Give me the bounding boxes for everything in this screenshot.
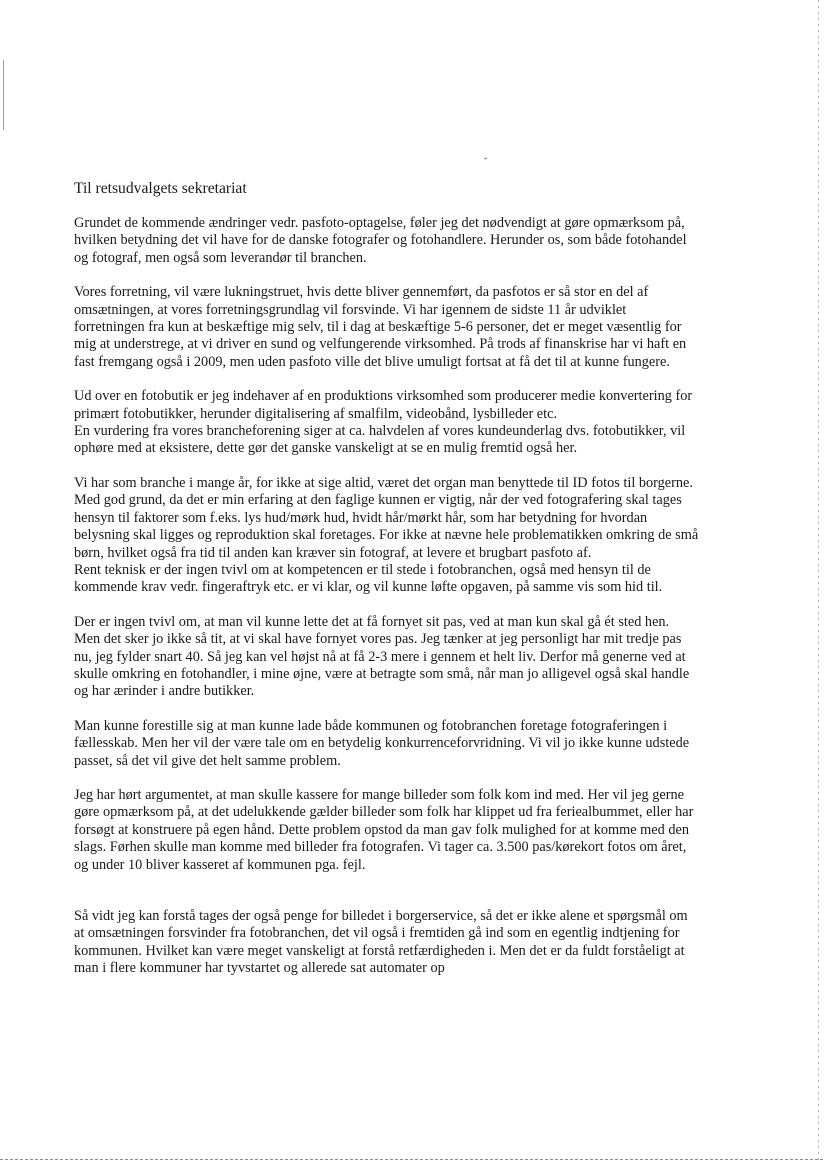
text-line: fællesskab. Men her vil der være tale om en betydelig konkurrenceforvridning. Vi vil jo ikke kunne udstede bbox=[74, 735, 690, 752]
text-line: En vurdering fra vores brancheforening siger at ca. halvdelen af vores kundeunderlag dvs. fotobutikker, vil bbox=[74, 423, 686, 440]
text-line: mig at understrege, at vi driver en sund og velfungerende virksomhed. På trods af finanskrise har vi haft en bbox=[74, 336, 687, 353]
text-line: passet, så det vil give det helt samme problem. bbox=[74, 752, 341, 769]
text-line: Grundet de kommende ændringer vedr. pasfoto-optagelse, føler jeg det nødvendigt at gøre opmærksom på, bbox=[74, 215, 685, 231]
paragraph-4 bbox=[74, 475, 744, 597]
scan-speck bbox=[484, 157, 487, 159]
scan-edge-bottom bbox=[0, 1159, 825, 1160]
text-line: fast fremgang også i 2009, men uden pasfoto ville det blive umuligt fortsat at få det til at kunne fungere. bbox=[74, 353, 670, 370]
paragraph-gap bbox=[74, 874, 744, 908]
text-line: og under 10 bliver kasseret af kommunen pga. fejl. bbox=[74, 856, 366, 873]
text-line: Vi har som branche i mange år, for ikke at sige altid, været det organ man benyttede til ID fotos til borgerne. bbox=[74, 474, 693, 491]
text-line: man i flere kommuner har tyvstartet og allerede sat automater op bbox=[74, 960, 445, 977]
text-line: Med god grund, da det er min erfaring at den faglige kunnen er vigtig, når der ved fotografering skal tages bbox=[74, 492, 682, 509]
text-line: og fotograf, men også som leverandør til branchen. bbox=[74, 249, 367, 266]
scan-edge-right bbox=[818, 0, 819, 1160]
paragraph-7 bbox=[74, 787, 744, 874]
paragraph-6 bbox=[74, 718, 744, 770]
text-line: gøre opmærksom på, at det udelukkende gælder billeder som folk har klippet ud fra feriealbummet, eller har bbox=[74, 804, 694, 821]
paragraph-5 bbox=[74, 614, 744, 701]
text-line: Man kunne forestille sig at man kunne lade både kommunen og fotobranchen foretage fotograferingen i bbox=[74, 717, 668, 734]
text-line: Jeg har hørt argumentet, at man skulle kassere for mange billeder som folk kom ind med. Her vil jeg gerne bbox=[74, 786, 684, 803]
text-line: Men det sker jo ikke så tit, at vi skal have fornyet vores pas. Jeg tænker at jeg personligt har mit tredje pas bbox=[74, 631, 682, 648]
paragraph-gap bbox=[74, 597, 744, 614]
text-line: forsøgt at konstruere på egen hånd. Dette problem opstod da man gav folk mulighed for at komme med den bbox=[74, 821, 689, 838]
paragraph-gap bbox=[74, 267, 744, 284]
text-line: Rent teknisk er der ingen tvivl om at kompetencen er til stede i fotobranchen, også med hensyn til de bbox=[74, 561, 651, 578]
scan-edge-left bbox=[3, 60, 4, 130]
paragraph-gap bbox=[74, 701, 744, 718]
paragraph-2 bbox=[74, 284, 744, 371]
text-line: Så vidt jeg kan forstå tages der også penge for billedet i borgerservice, så det er ikke alene et spørgsmål om bbox=[74, 908, 688, 924]
paragraph-8 bbox=[74, 908, 744, 978]
text-line: kommende krav vedr. fingeraftryk etc. er vi klar, og vil kunne løfte opgaven, på samme vis som hid til. bbox=[74, 579, 663, 596]
paragraph-gap bbox=[74, 458, 744, 475]
text-line: skulle omkring en fotohandler, i mine øjne, være at betragte som små, når man jo alligevel også skal handle bbox=[74, 665, 690, 682]
paragraph-gap bbox=[74, 371, 744, 388]
text-line: Der er ingen tvivl om, at man vil kunne lette det at få fornyet sit pas, ved at man kun skal gå ét sted hen. bbox=[74, 613, 670, 630]
text-line: Vores forretning, vil være lukningstruet, hvis dette bliver gennemført, da pasfotos er så stor en del af bbox=[74, 284, 649, 301]
text-line: forretningen fra kun at beskæftige mig selv, til i dag at beskæftige 5-6 personer, det er meget væsentlig for bbox=[74, 319, 682, 336]
paragraph-gap bbox=[74, 770, 744, 787]
text-line: Ud over en fotobutik er jeg indehaver af en produktions virksomhed som producerer medie konvertering for bbox=[74, 388, 693, 405]
text-line: hvilken betydning det vil have for de danske fotografer og fotohandlere. Herunder os, som både fotohandel bbox=[74, 232, 687, 249]
text-line: kommunen. Hvilket kan være meget vanskeligt at forstå retfærdigheden i. Men det er da fuldt forståeligt at bbox=[74, 942, 685, 959]
text-line: omsætningen, at vores forretningsgrundlag vil forsvinde. Vi har igennem de sidste 11 år udviklet bbox=[74, 301, 627, 318]
paragraph-3 bbox=[74, 388, 744, 458]
text-line: at omsætningen forsvinder fra fotobranchen, det vil også i fremtiden gå ind som en egentlig indtjening for bbox=[74, 925, 680, 942]
text-line: slags. Førhen skulle man komme med billeder fra fotografen. Vi tager ca. 3.500 pas/kørekort fotos om året, bbox=[74, 839, 687, 856]
text-line: hensyn til faktorer som f.eks. lys hud/mørk hud, hvidt hår/mørkt hår, som har betydning for hvordan bbox=[74, 509, 648, 526]
text-line: ophøre med at eksistere, dette gør det ganske vanskeligt at se en mulig fremtid også her. bbox=[74, 440, 578, 457]
letter-body bbox=[74, 178, 744, 978]
letter-title: Til retsudvalgets sekretariat bbox=[74, 180, 247, 197]
text-line: børn, hvilket også fra tid til anden kan kræver sin fotograf, at levere et brugbart pasfoto af. bbox=[74, 544, 592, 561]
paragraph-1 bbox=[74, 215, 744, 267]
text-line: og har ærinder i andre butikker. bbox=[74, 683, 255, 700]
text-line: primært fotobutikker, herunder digitalisering af smalfilm, videobånd, lysbilleder etc. bbox=[74, 405, 558, 422]
text-line: belysning skal ligges og reproduktion skal foretages. For ikke at nævne hele problematikken omkring de små bbox=[74, 527, 699, 544]
text-line: nu, jeg fylder snart 40. Så jeg kan vel højst nå at få 2-3 mere i gennem et helt liv. Derfor må generne ved at bbox=[74, 648, 686, 665]
